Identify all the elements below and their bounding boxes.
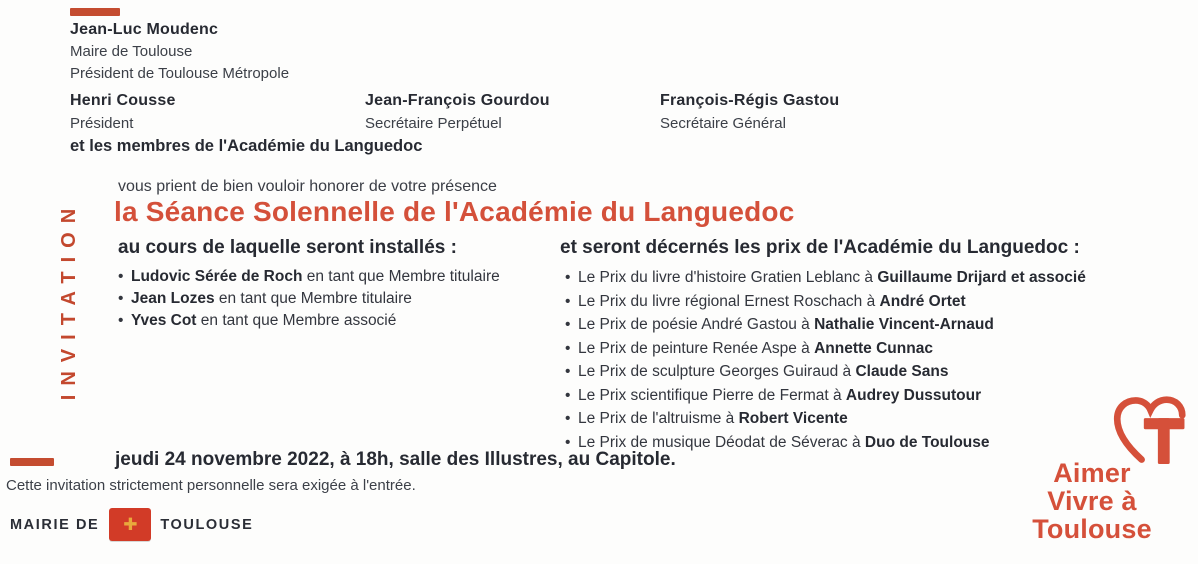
mayor-block — [70, 21, 289, 83]
list-item: • Le Prix du livre d'histoire Gratien Leblanc à Guillaume Drijard et associé — [565, 266, 1086, 290]
list-item: • Yves Cot en tant que Membre associé — [118, 310, 500, 332]
aimer-line-1: Aimer — [1053, 458, 1131, 488]
list-item: • Jean Lozes en tant que Membre titulaire — [118, 288, 500, 310]
mayor-title-1: Maire de Toulouse — [70, 43, 193, 60]
list-item: • Le Prix du livre régional Ernest Roschach à André Ortet — [565, 290, 1086, 314]
official-president — [70, 92, 176, 133]
installed-list — [118, 266, 500, 332]
installed-heading: au cours de laquelle seront installés : — [118, 237, 457, 258]
invitation-vertical-label: INVITATION — [58, 199, 80, 401]
official-title: Président — [70, 115, 134, 132]
prizes-list — [565, 266, 1086, 454]
official-secretaire-general — [660, 92, 839, 133]
mairie-de-toulouse-logo — [10, 508, 253, 541]
mayor-name: Jean-Luc Moudenc — [70, 21, 219, 38]
official-secretaire-perpetuel — [365, 92, 550, 133]
list-item: • Le Prix de l'altruisme à Robert Vicente — [565, 407, 1086, 431]
list-item: • Ludovic Sérée de Roch en tant que Membre titulaire — [118, 266, 500, 288]
list-item: • Le Prix scientifique Pierre de Fermat à Audrey Dussutour — [565, 384, 1086, 408]
intro-line: vous prient de bien vouloir honorer de votre présence — [118, 178, 497, 195]
mairie-logo-right-word: TOULOUSE — [160, 516, 254, 533]
list-item: • Le Prix de poésie André Gastou à Nathalie Vincent-Arnaud — [565, 313, 1086, 337]
event-date-line: jeudi 24 novembre 2022, à 18h, salle des Illustres, au Capitole. — [115, 449, 676, 470]
list-item: • Le Prix de musique Déodat de Séverac à Duo de Toulouse — [565, 431, 1086, 455]
official-name: Jean-François Gourdou — [365, 92, 550, 109]
occitan-cross-flag-icon — [109, 508, 151, 541]
list-item: • Le Prix de peinture Renée Aspe à Annette Cunnac — [565, 337, 1086, 361]
prizes-heading: et seront décernés les prix de l'Académie du Languedoc : — [560, 237, 1080, 258]
accent-bar-bottom — [10, 458, 54, 466]
occitan-cross-glyph: ✚ — [123, 515, 138, 534]
official-title: Secrétaire Perpétuel — [365, 115, 502, 132]
mairie-logo-left-word: MAIRIE DE — [10, 516, 100, 533]
members-line: et les membres de l'Académie du Languedoc — [70, 137, 423, 155]
official-title: Secrétaire Général — [660, 115, 786, 132]
accent-bar-top — [70, 8, 120, 16]
list-item: • Le Prix de sculpture Georges Guiraud à Claude Sans — [565, 360, 1086, 384]
event-title: la Séance Solennelle de l'Académie du Languedoc — [114, 196, 795, 227]
official-name: François-Régis Gastou — [660, 92, 840, 109]
aimer-line-2: Vivre à — [1047, 486, 1137, 516]
aimer-line-3: Toulouse — [1032, 514, 1152, 544]
mayor-title-2: Président de Toulouse Métropole — [70, 65, 290, 82]
official-name: Henri Cousse — [70, 92, 176, 109]
heart-t-icon — [1110, 396, 1188, 464]
aimer-vivre-a-toulouse-logo — [1012, 459, 1172, 543]
admission-note: Cette invitation strictement personnelle sera exigée à l'entrée. — [6, 477, 416, 494]
